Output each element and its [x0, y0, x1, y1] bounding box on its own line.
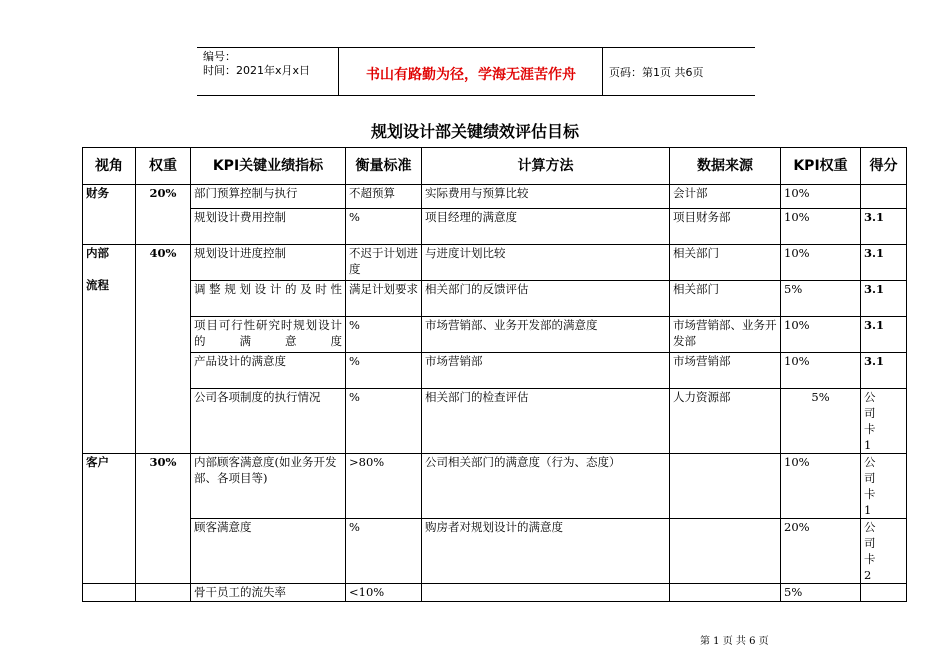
source-cell: 市场营销部、业务开发部 — [670, 317, 781, 353]
method-cell: 相关部门的反馈评估 — [422, 281, 670, 317]
document-title: 规划设计部关键绩效评估目标 — [370, 122, 579, 141]
kpi-weight-cell: 20% — [781, 519, 861, 584]
kpi-cell: 项目可行性研究时规划设计的满意度 — [191, 317, 346, 353]
standard-cell: % — [346, 209, 422, 245]
method-cell: 公司相关部门的满意度（行为、态度） — [422, 454, 670, 519]
table-row — [83, 209, 907, 245]
kpi-weight-cell: 5% — [781, 281, 861, 317]
group-finance — [83, 185, 136, 245]
source-cell: 相关部门 — [670, 245, 781, 281]
group-internal-process — [83, 245, 136, 454]
group-label: 财务 — [86, 186, 109, 200]
standard-cell: % — [346, 389, 422, 454]
standard-cell: >80% — [346, 454, 422, 519]
source-cell — [670, 519, 781, 584]
kpi-weight-cell: 5% — [781, 584, 861, 602]
table-row — [83, 389, 907, 454]
score-cell: 3.1 — [861, 245, 907, 281]
weight-empty — [136, 584, 191, 602]
source-cell: 项目财务部 — [670, 209, 781, 245]
method-cell: 市场营销部、业务开发部的满意度 — [422, 317, 670, 353]
standard-cell: % — [346, 519, 422, 584]
group-weight: 30% — [136, 454, 191, 584]
kpi-weight-cell: 10% — [781, 454, 861, 519]
method-cell — [422, 584, 670, 602]
table-row — [83, 281, 907, 317]
standard-cell: 不超预算 — [346, 185, 422, 209]
method-cell: 购房者对规划设计的满意度 — [422, 519, 670, 584]
page-footer: 第 1 页 共 6 页 — [700, 636, 769, 647]
table-row — [83, 519, 907, 584]
source-cell: 市场营销部 — [670, 353, 781, 389]
table-row — [83, 353, 907, 389]
header-perspective: 视角 — [83, 148, 136, 185]
method-cell: 实际费用与预算比较 — [422, 185, 670, 209]
table-row — [83, 584, 907, 602]
page-info: 页码：第1页 共6页 — [609, 66, 704, 79]
score-cell: 3.1 — [861, 281, 907, 317]
serial-label: 编号： — [203, 50, 236, 63]
kpi-weight-cell: 10% — [781, 185, 861, 209]
header-kpi-weight: KPI权重 — [781, 148, 861, 185]
group-label: 内部 — [86, 246, 109, 260]
method-cell: 市场营销部 — [422, 353, 670, 389]
source-cell: 会计部 — [670, 185, 781, 209]
source-cell: 人力资源部 — [670, 389, 781, 454]
kpi-cell: 产品设计的满意度 — [191, 353, 346, 389]
table-row — [83, 317, 907, 353]
score-cell: 3.1 — [861, 353, 907, 389]
header-score: 得分 — [861, 148, 907, 185]
header-source: 数据来源 — [670, 148, 781, 185]
kpi-weight-cell: 10% — [781, 245, 861, 281]
standard-cell: % — [346, 317, 422, 353]
standard-cell: <10% — [346, 584, 422, 602]
header-divider-2 — [602, 47, 603, 96]
kpi-cell: 内部顾客满意度(如业务开发部、各项目等) — [191, 454, 346, 519]
kpi-table — [82, 147, 907, 602]
kpi-weight-cell: 10% — [781, 209, 861, 245]
group-empty — [83, 584, 136, 602]
kpi-weight-cell: 10% — [781, 353, 861, 389]
time-label: 时间：2021年x月x日 — [203, 64, 311, 77]
source-cell — [670, 584, 781, 602]
score-cell: 公司卡1 — [861, 389, 907, 454]
table-header-row — [83, 148, 907, 185]
source-cell: 相关部门 — [670, 281, 781, 317]
header-standard: 衡量标准 — [346, 148, 422, 185]
kpi-weight-cell: 10% — [781, 317, 861, 353]
group-weight: 40% — [136, 245, 191, 454]
motto: 书山有路勤为径，学海无涯苦作舟 — [366, 67, 576, 83]
kpi-weight-cell: 5% — [781, 389, 861, 454]
score-cell — [861, 185, 907, 209]
kpi-cell: 规划设计费用控制 — [191, 209, 346, 245]
header-top-rule — [197, 47, 755, 48]
kpi-cell: 骨干员工的流失率 — [191, 584, 346, 602]
score-cell: 公司卡2 — [861, 519, 907, 584]
score-cell — [861, 584, 907, 602]
method-cell: 项目经理的满意度 — [422, 209, 670, 245]
kpi-cell: 公司各项制度的执行情况 — [191, 389, 346, 454]
standard-cell: % — [346, 353, 422, 389]
table-row — [83, 185, 907, 209]
header-bottom-rule — [197, 95, 755, 96]
standard-cell: 满足计划要求 — [346, 281, 422, 317]
header-method: 计算方法 — [422, 148, 670, 185]
header-kpi: KPI关键业绩指标 — [191, 148, 346, 185]
score-cell: 3.1 — [861, 317, 907, 353]
table-row — [83, 245, 907, 281]
score-cell: 3.1 — [861, 209, 907, 245]
group-label: 客户 — [86, 455, 109, 469]
group-customer — [83, 454, 136, 584]
kpi-cell: 部门预算控制与执行 — [191, 185, 346, 209]
standard-cell: 不迟于计划进度 — [346, 245, 422, 281]
kpi-cell: 调整规划设计的及时性 — [191, 281, 346, 317]
score-cell: 公司卡1 — [861, 454, 907, 519]
source-cell — [670, 454, 781, 519]
header-weight: 权重 — [136, 148, 191, 185]
kpi-cell: 规划设计进度控制 — [191, 245, 346, 281]
method-cell: 相关部门的检查评估 — [422, 389, 670, 454]
method-cell: 与进度计划比较 — [422, 245, 670, 281]
kpi-cell: 顾客满意度 — [191, 519, 346, 584]
table-row — [83, 454, 907, 519]
header-divider-1 — [338, 47, 339, 96]
group-label-line2: 流程 — [86, 278, 109, 292]
group-weight: 20% — [136, 185, 191, 245]
